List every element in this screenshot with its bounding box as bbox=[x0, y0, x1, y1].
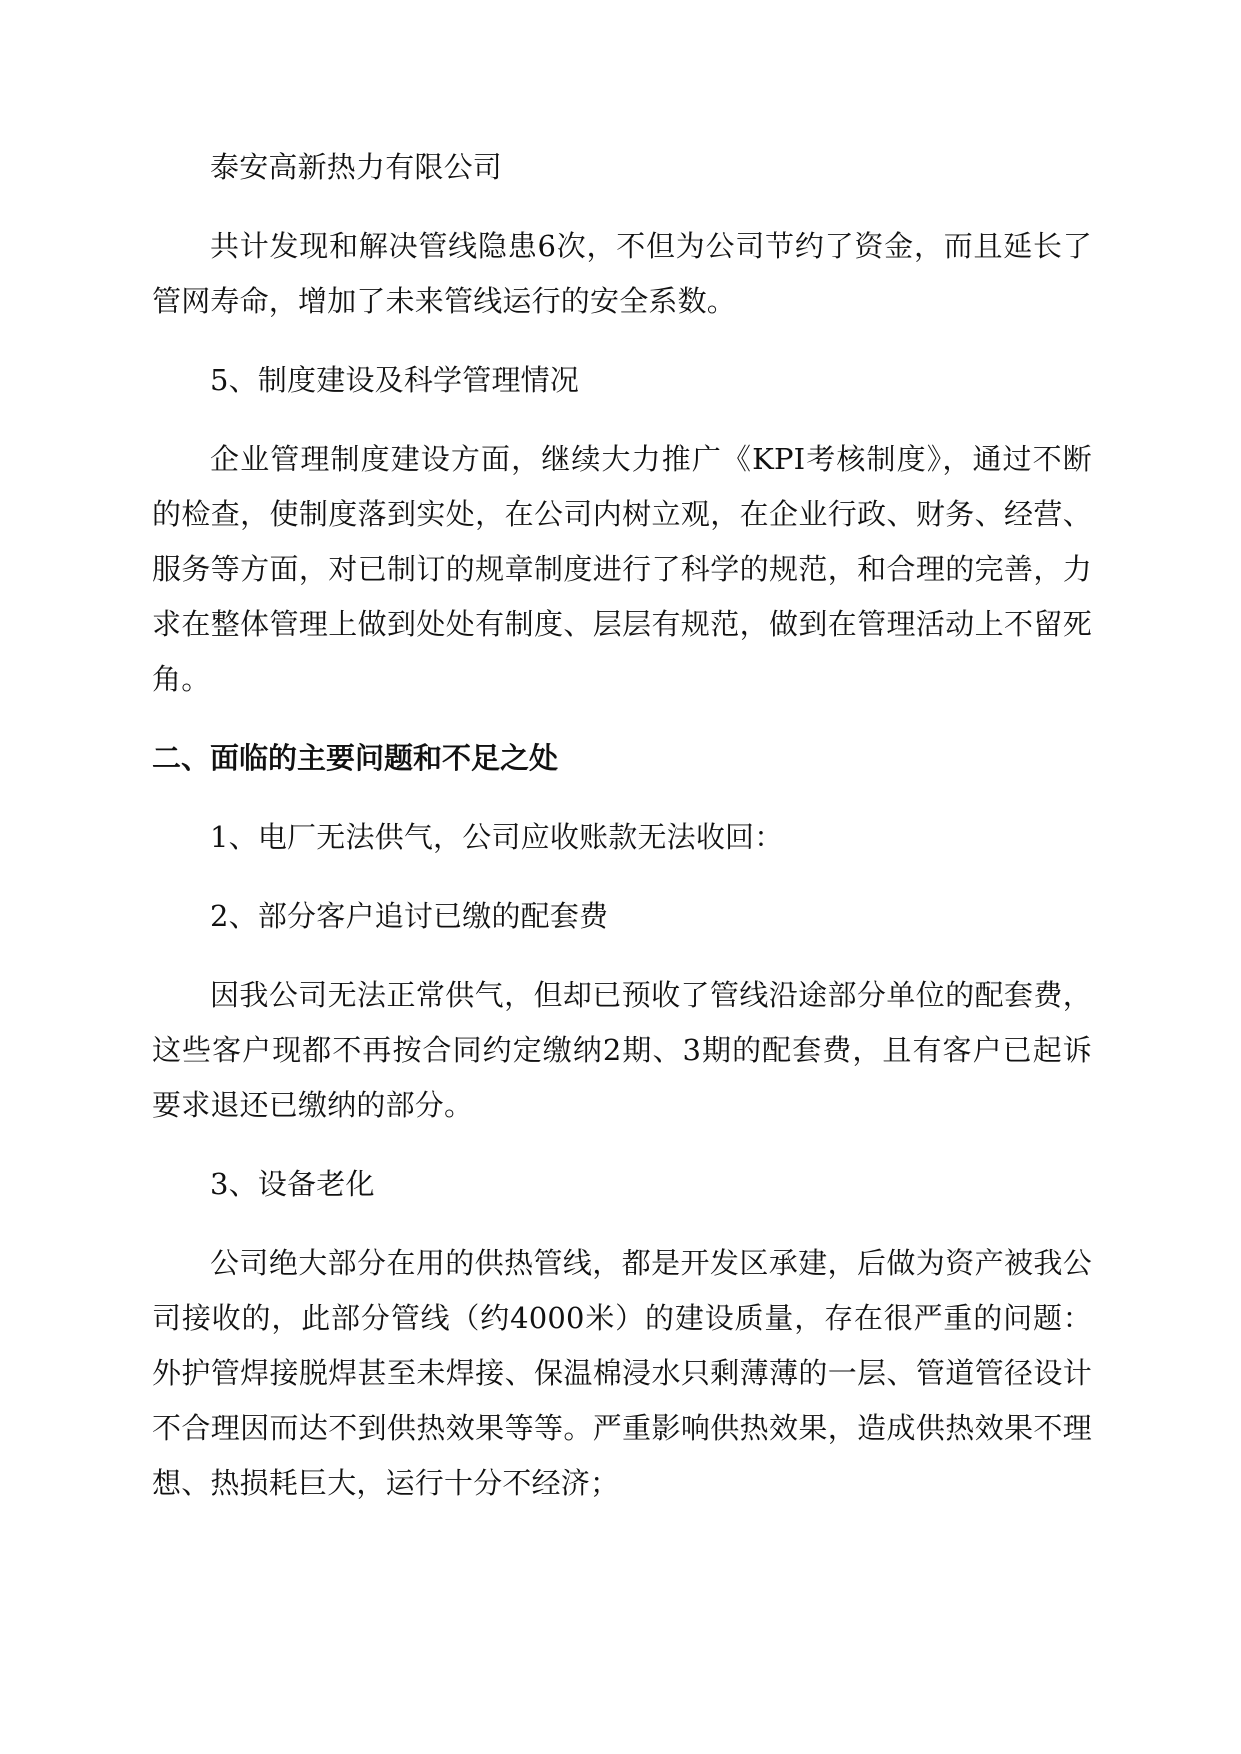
section-heading-problems: 二、面临的主要问题和不足之处 bbox=[152, 741, 559, 775]
paragraph-subheading-system-building: 5、制度建设及科学管理情况 bbox=[210, 363, 580, 397]
paragraph-pipeline-hazards: 共计发现和解决管线隐患6次，不但为公司节约了资金，而且延长了管网寿命，增加了未来管线运行的安全系数。 bbox=[152, 229, 1092, 318]
paragraph-problem-2: 2、部分客户追讨已缴的配套费 bbox=[210, 899, 609, 933]
paragraph-equipment-aging: 公司绝大部分在用的供热管线，都是开发区承建，后做为资产被我公司接收的，此部分管线（约4000米）的建设质量，存在很严重的问题：外护管焊接脱焊甚至未焊接、保温棉浸水只剩薄薄的一层、管道管径设计不合理因而达不到供热效果等等。严重影响供热效果，造成供热效果不理想、热损耗巨大，运行十分不经济； bbox=[152, 1246, 1092, 1500]
paragraph-supporting-fees: 因我公司无法正常供气，但却已预收了管线沿途部分单位的配套费，这些客户现都不再按合同约定缴纳2期、3期的配套费，且有客户已起诉要求退还已缴纳的部分。 bbox=[152, 978, 1092, 1122]
paragraph-problem-1: 1、电厂无法供气，公司应收账款无法收回： bbox=[210, 820, 784, 854]
document-body bbox=[152, 140, 1092, 1511]
paragraph-company-name: 泰安高新热力有限公司 bbox=[210, 150, 503, 184]
paragraph-problem-3: 3、设备老化 bbox=[210, 1167, 375, 1201]
paragraph-management-system: 企业管理制度建设方面，继续大力推广《KPI考核制度》，通过不断的检查，使制度落到实处，在公司内树立观，在企业行政、财务、经营、服务等方面，对已制订的规章制度进行了科学的规范，和合理的完善，力求在整体管理上做到处处有制度、层层有规范，做到在管理活动上不留死角。 bbox=[152, 442, 1092, 696]
